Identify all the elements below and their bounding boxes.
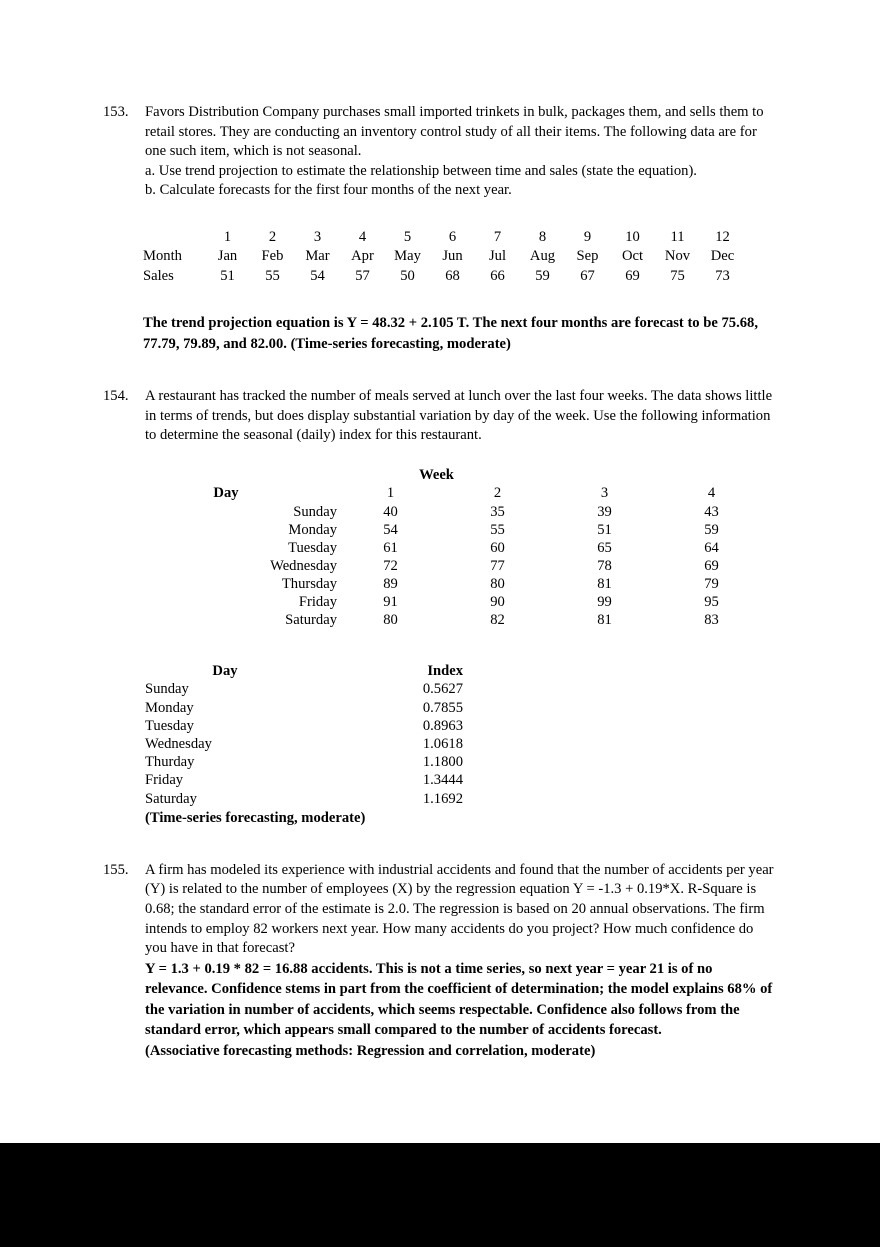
question-155 (103, 861, 778, 1061)
table-header-row (151, 484, 765, 502)
week-row-day-wednesday: Wednesday (270, 557, 337, 574)
question-153 (103, 103, 778, 201)
sales-cell-3: 54 (310, 267, 325, 284)
index-cell-11: 11 (670, 228, 685, 245)
table-row (151, 539, 765, 557)
week-cell-saturday-3: 81 (597, 612, 612, 629)
index-cell-1: 1 (223, 228, 232, 245)
page-content (103, 103, 778, 1061)
index-value-friday: 1.3444 (422, 772, 463, 789)
week-cell-sunday-3: 39 (597, 503, 612, 520)
sales-cell-6: 68 (445, 267, 460, 284)
question-153-body (145, 103, 778, 201)
question-155-body (145, 861, 778, 1061)
spacer (103, 201, 778, 228)
question-153-number: 153. (103, 104, 129, 120)
table-row (145, 680, 463, 698)
month-cell-3: Mar (305, 248, 330, 265)
sales-cell-1: 51 (220, 267, 235, 284)
table-row (151, 521, 765, 539)
index-cell-12: 12 (715, 228, 730, 245)
week-cell-tuesday-1: 61 (383, 539, 398, 556)
week-table-week-2-header: 2 (493, 485, 502, 502)
week-table-wrapper (103, 484, 778, 629)
month-cell-4: Apr (351, 248, 374, 265)
question-153-line-3: b. Calculate forecasts for the first four months of the next year. (145, 182, 512, 199)
month-cell-2: Feb (261, 248, 284, 265)
month-cell-1: Jan (217, 248, 238, 265)
week-row-day-thursday: Thursday (281, 575, 337, 592)
index-cell-4: 4 (358, 228, 367, 245)
index-value-thurday: 1.1800 (422, 754, 463, 771)
sales-cell-2: 55 (265, 267, 280, 284)
spacer (103, 446, 778, 466)
question-155-answer-tag: (Associative forecasting methods: Regression and correlation, moderate) (145, 1042, 596, 1059)
week-cell-thursday-3: 81 (597, 575, 612, 592)
index-row-day-monday: Monday (145, 699, 194, 716)
week-cell-tuesday-4: 64 (704, 539, 719, 556)
question-154 (103, 387, 778, 446)
week-cell-thursday-1: 89 (383, 575, 398, 592)
month-cell-11: Nov (664, 248, 691, 265)
index-table-day-header: Day (212, 663, 238, 680)
sales-cell-4: 57 (355, 267, 370, 284)
week-cell-sunday-4: 43 (704, 503, 719, 520)
table-row (151, 503, 765, 521)
week-row-day-tuesday: Tuesday (288, 539, 337, 556)
question-155-number: 155. (103, 861, 129, 878)
week-cell-friday-3: 99 (597, 594, 612, 611)
month-cell-12: Dec (710, 248, 735, 265)
index-value-sunday: 0.5627 (422, 681, 463, 698)
spacer (103, 828, 778, 861)
sales-cell-10: 69 (625, 267, 640, 284)
week-table-week-4-header: 4 (707, 485, 716, 502)
index-row-day-tuesday: Tuesday (145, 717, 194, 734)
month-cell-8: Aug (529, 248, 556, 265)
month-row-label: Month (143, 248, 182, 265)
week-cell-saturday-4: 83 (704, 612, 719, 629)
week-cell-thursday-4: 79 (704, 575, 719, 592)
week-super-header: Week (419, 466, 454, 483)
week-cell-monday-2: 55 (490, 521, 505, 538)
week-table-week-3-header: 3 (600, 485, 609, 502)
page-bottom-black-band (0, 1143, 880, 1247)
index-cell-9: 9 (583, 228, 592, 245)
table-row (145, 790, 463, 808)
spacer (103, 286, 778, 313)
index-value-monday: 0.7855 (422, 699, 463, 716)
week-cell-sunday-1: 40 (383, 503, 398, 520)
week-cell-friday-1: 91 (383, 594, 398, 611)
week-cell-monday-1: 54 (383, 521, 398, 538)
week-cell-tuesday-3: 65 (597, 539, 612, 556)
week-cell-wednesday-4: 69 (704, 557, 719, 574)
week-cell-wednesday-1: 72 (383, 557, 398, 574)
spacer (103, 629, 778, 662)
table-row-month (143, 247, 745, 266)
week-cell-thursday-2: 80 (490, 575, 505, 592)
index-value-tuesday: 0.8963 (422, 717, 463, 734)
table-row (145, 735, 463, 753)
table-row (151, 575, 765, 593)
table-row-sales (143, 267, 745, 286)
question-153-line-2: a. Use trend projection to estimate the relationship between time and sales (state the equation). (145, 162, 697, 179)
question-154-body (145, 387, 778, 446)
week-row-day-monday: Monday (288, 521, 337, 538)
week-cell-friday-4: 95 (704, 594, 719, 611)
index-cell-10: 10 (625, 228, 640, 245)
week-row-day-sunday: Sunday (293, 503, 337, 520)
index-value-wednesday: 1.0618 (422, 736, 463, 753)
week-cell-sunday-2: 35 (490, 503, 505, 520)
week-meals-table (151, 484, 765, 629)
index-row-day-sunday: Sunday (145, 681, 189, 698)
sales-cell-5: 50 (400, 267, 415, 284)
index-row-day-thurday: Thurday (145, 754, 195, 771)
question-154-line-1: A restaurant has tracked the number of meals served at lunch over the last four weeks. The data shows little in terms of trends, but does display substantial variation by day of the week. Use the following information to determine the seasonal (daily) index for this restaurant. (145, 388, 773, 444)
index-value-saturday: 1.1692 (422, 790, 463, 807)
month-cell-5: May (394, 248, 421, 265)
question-153-answer: The trend projection equation is Y = 48.32 + 2.105 T. The next four months are forecast to be 75.68, 77.79, 79.89, and 82.00. (Time-series forecasting, moderate) (143, 315, 758, 352)
index-row-day-wednesday: Wednesday (145, 736, 212, 753)
table-row-index (143, 228, 745, 247)
sales-cell-7: 66 (490, 267, 505, 284)
week-cell-wednesday-3: 78 (597, 557, 612, 574)
sales-cell-9: 67 (580, 267, 595, 284)
week-table-day-header: Day (213, 485, 239, 502)
question-153-answer-wrapper (143, 313, 778, 354)
week-cell-monday-3: 51 (597, 521, 612, 538)
week-cell-saturday-1: 80 (383, 612, 398, 629)
table-row (151, 593, 765, 611)
week-cell-monday-4: 59 (704, 521, 719, 538)
sales-cell-12: 73 (715, 267, 730, 284)
sales-cell-8: 59 (535, 267, 550, 284)
question-155-line-1: A firm has modeled its experience with industrial accidents and found that the number of accidents per year (Y) is related to the number of employees (X) by the regression equation Y = -1.3 + 0.19*X. R-Square is 0.68; the standard error of the estimate is 2.0. The regression is based on 20 annual observations. The firm intends to employ 82 workers next year. How many accidents do you project? How much confidence do you have in that forecast? (145, 861, 774, 957)
index-row-day-friday: Friday (145, 772, 184, 789)
table-row (145, 717, 463, 735)
spacer (103, 354, 778, 387)
question-155-answer: Y = 1.3 + 0.19 * 82 = 16.88 accidents. This is not a time series, so next year = year 21 is of no relevance. Confidence stems in part from the coefficient of determination; the model explains 68% of the variation in number of accidents, which seems respectable. Confidence also follows from the standard error, which appears small compared to the number of accidents forecast. (145, 960, 773, 1039)
seasonal-index-table (145, 662, 463, 808)
index-row-day-saturday: Saturday (145, 790, 197, 807)
index-row-label (143, 228, 205, 247)
sales-cell-11: 75 (670, 267, 685, 284)
week-cell-saturday-2: 82 (490, 612, 505, 629)
question-153-line-1: Favors Distribution Company purchases small imported trinkets in bulk, packages them, and sells them to retail stores. They are conducting an inventory control study of all their items. The following data are for one such item, which is not seasonal. (145, 104, 764, 160)
monthly-sales-table-wrapper (143, 228, 778, 286)
monthly-sales-table (143, 228, 745, 286)
table-row (145, 753, 463, 771)
table-row (151, 611, 765, 629)
index-table-index-header: Index (427, 663, 463, 680)
week-table-week-1-header: 1 (386, 485, 395, 502)
question-154-number: 154. (103, 388, 129, 405)
table-row (145, 771, 463, 789)
table-header-row (145, 662, 463, 680)
month-cell-7: Jul (488, 248, 507, 265)
week-row-day-friday: Friday (298, 594, 337, 611)
index-cell-5: 5 (403, 228, 412, 245)
week-row-day-saturday: Saturday (285, 612, 337, 629)
month-cell-9: Sep (576, 248, 599, 265)
table-row (145, 699, 463, 717)
index-cell-7: 7 (493, 228, 502, 245)
index-cell-3: 3 (313, 228, 322, 245)
index-cell-2: 2 (268, 228, 277, 245)
week-cell-wednesday-2: 77 (490, 557, 505, 574)
sales-row-label: Sales (143, 267, 174, 284)
index-cell-6: 6 (448, 228, 457, 245)
week-cell-tuesday-2: 60 (490, 539, 505, 556)
month-cell-6: Jun (442, 248, 463, 265)
week-cell-friday-2: 90 (490, 594, 505, 611)
table-row (151, 557, 765, 575)
month-cell-10: Oct (621, 248, 644, 265)
index-cell-8: 8 (538, 228, 547, 245)
question-154-answer-tag: (Time-series forecasting, moderate) (145, 809, 366, 826)
